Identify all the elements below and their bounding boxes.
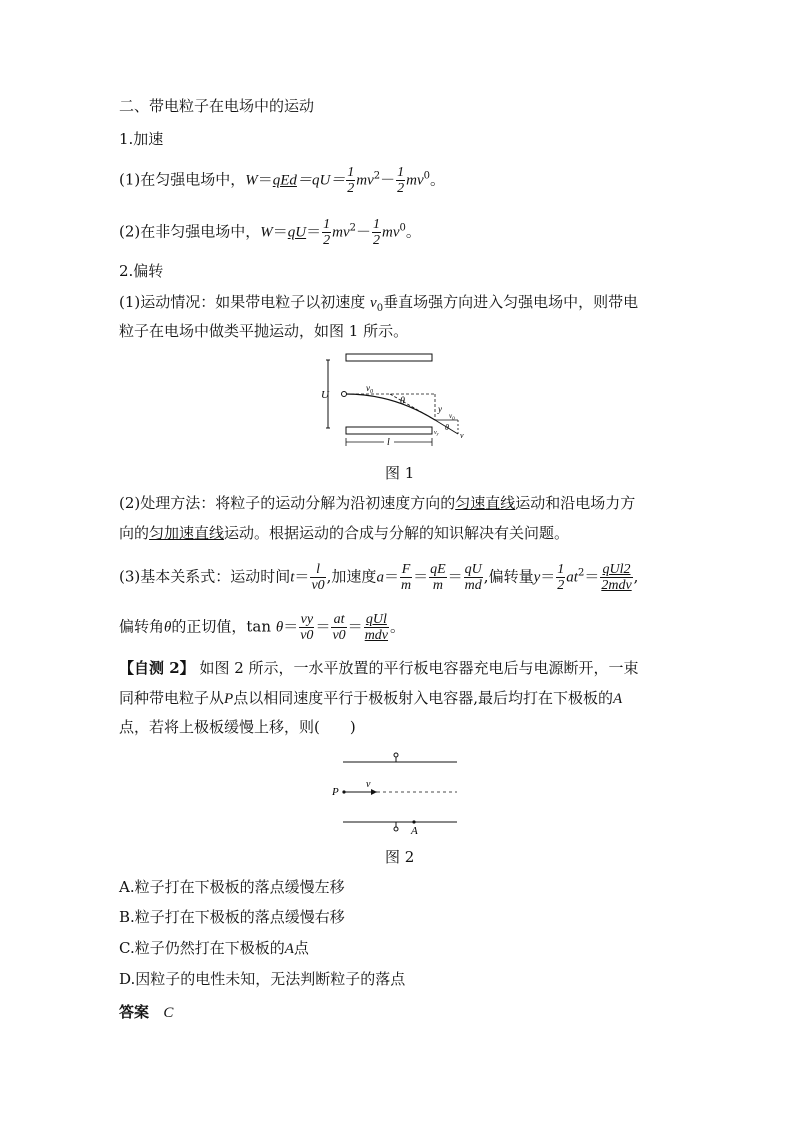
figure-2-caption: 图 2	[385, 848, 415, 866]
subsection-acceleration: 1.加速	[119, 130, 164, 148]
point-A	[412, 820, 415, 823]
label-vx: $v_0$	[449, 412, 455, 422]
velocity-arrow	[371, 789, 377, 795]
figure-1-caption: 图 1	[385, 464, 415, 482]
question-tag: 【自测 2】	[119, 659, 195, 677]
label-v0: $v_0$	[366, 383, 373, 395]
label-A: A	[411, 825, 418, 836]
label-v: v	[460, 431, 464, 440]
label-v2: v	[366, 779, 371, 790]
label-theta-1: θ	[400, 396, 405, 407]
relations-formula: (3)基本关系式：运动时间t＝ $\frac{l}{v0}$ ,加速度a＝ $\frac{F}{m}$ ＝ $\frac{qE}{m}$ ＝ $\frac{qU}{md}$ ,偏转量y＝ $\frac{1}{2}$ $at^2=$ $\frac{\text{qUl2}}{\text{2mdv}}$ ,	[119, 562, 639, 593]
label-y: y	[438, 404, 442, 414]
label-vy: vy	[434, 430, 439, 436]
label-P: P	[332, 786, 339, 798]
subsection-deflection: 2.偏转	[119, 262, 164, 280]
method-line-1: (2)处理方法：将粒子的运动分解为沿初速度方向的匀速直线运动和沿电场力方	[119, 494, 636, 512]
lower-plate	[346, 427, 432, 434]
question-line-3: 点，若将上极板缓慢上移，则( )	[119, 718, 356, 736]
figure-1-diagram	[318, 348, 478, 453]
label-theta-2: θ	[445, 423, 449, 432]
figure-2-diagram	[325, 748, 465, 836]
question-line-2: 同种带电粒子从P点以相同速度平行于极板射入电容器,最后均打在下极板的A	[119, 689, 623, 707]
method-line-2: 向的匀加速直线运动。根据运动的合成与分解的知识解决有关问题。	[119, 524, 570, 542]
answer-value: C	[163, 1005, 174, 1021]
particle-start-point	[342, 392, 347, 397]
label-U: U	[321, 389, 329, 401]
question-line-1: 【自测 2】 如图 2 所示，一水平放置的平行板电容器充电后与电源断开，一束	[119, 659, 639, 677]
section-title: 二、带电粒子在电场中的运动	[119, 97, 315, 115]
label-l: l	[387, 437, 390, 448]
tangent-formula: 偏转角θ的正切值，tan θ＝ $\frac{vy}{v0}$ ＝ $\frac{at}{v0}$ ＝ $\frac{\text{qUl}}{\text{mdv}}$ 。	[119, 612, 406, 643]
option-C: C.粒子仍然打在下极板的A点	[119, 939, 309, 957]
answer-label: 答案	[119, 1003, 150, 1021]
option-B: B.粒子打在下极板的落点缓慢右移	[119, 908, 345, 926]
motion-line-2: 粒子在电场中做类平抛运动，如图 1 所示。	[119, 322, 409, 340]
answer-line	[119, 1001, 173, 1024]
upper-plate	[346, 354, 432, 361]
motion-line-1: (1)运动情况：如果带电粒子以初速度 $v_0$垂直场强方向进入匀强电场中，则带电	[119, 293, 639, 314]
option-A: A.粒子打在下极板的落点缓慢左移	[119, 878, 345, 896]
option-D: D.因粒子的电性未知，无法判断粒子的落点	[119, 970, 406, 988]
accel-nonuniform-formula: (2)在非匀强电场中，W＝qU＝ $\frac{1}{2}$ $mv^2-$ $\frac{1}{2}$ $mv^0$。	[119, 217, 421, 248]
accel-uniform-formula: (1)在匀强电场中，W＝qEd＝qU＝ $\frac{1}{2}$ $mv^2-$ $\frac{1}{2}$ $mv^0$。	[119, 165, 446, 196]
trajectory-curve	[346, 394, 435, 420]
